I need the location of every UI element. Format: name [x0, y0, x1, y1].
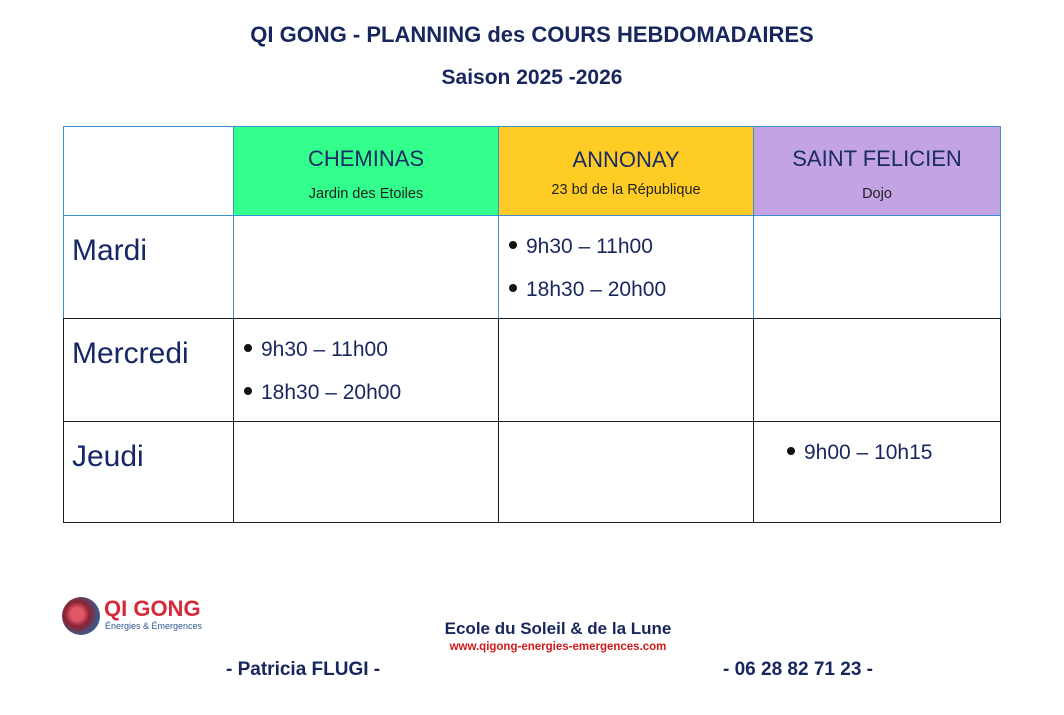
location-header-annonay	[499, 127, 754, 216]
day-label: Mercredi	[72, 337, 189, 370]
slot-cell	[234, 319, 499, 422]
time-slot-text: 9h30 – 11h00	[261, 338, 388, 361]
logo-tagline: Énergies & Émergences	[105, 621, 203, 631]
bullet-icon	[244, 344, 252, 352]
day-label: Jeudi	[72, 440, 144, 473]
day-label: Mardi	[72, 234, 148, 267]
time-slot-text: 9h00 – 10h15	[804, 441, 933, 464]
slot-cell	[499, 422, 754, 523]
day-cell	[64, 319, 234, 422]
slot-cell	[234, 216, 499, 319]
logo-name: QI GONG	[104, 596, 201, 621]
slot-cell	[499, 216, 754, 319]
time-slot	[509, 275, 753, 318]
location-place: Jardin des Etoiles	[308, 186, 424, 202]
location-name: SAINT FELICIEN	[792, 146, 962, 171]
slot-cell	[754, 319, 1001, 422]
time-slot-text: 9h30 – 11h00	[526, 235, 653, 258]
location-name: CHEMINAS	[307, 146, 425, 171]
schedule-table	[63, 126, 1001, 523]
page-subtitle: Saison 2025 -2026	[441, 66, 623, 89]
bullet-icon	[509, 241, 517, 249]
location-name: ANNONAY	[572, 147, 680, 172]
page-title: QI GONG - PLANNING des COURS HEBDOMADAIRES	[250, 22, 814, 47]
school-name: Ecole du Soleil & de la Lune	[444, 619, 672, 638]
time-slot-text: 18h30 – 20h00	[261, 381, 402, 404]
website-link[interactable]: www.qigong-energies-emergences.com	[449, 641, 667, 653]
teacher-name: - Patricia FLUGI -	[226, 659, 381, 680]
bullet-icon	[244, 387, 252, 395]
time-slot	[509, 232, 753, 275]
day-cell	[64, 216, 234, 319]
time-slot	[244, 378, 498, 421]
slot-cell	[234, 422, 499, 523]
location-place: 23 bd de la République	[551, 182, 701, 198]
slot-cell	[754, 422, 1001, 523]
time-slot	[787, 438, 1000, 481]
table-row	[64, 216, 1001, 319]
bullet-icon	[509, 284, 517, 292]
corner-cell	[64, 127, 234, 216]
time-slot	[244, 335, 498, 378]
location-header-saint-felicien	[754, 127, 1001, 216]
table-row	[64, 422, 1001, 523]
phone-number: - 06 28 82 71 23 -	[723, 659, 873, 680]
bullet-icon	[787, 447, 795, 455]
slot-cell	[754, 216, 1001, 319]
location-header-cheminas	[234, 127, 499, 216]
slot-cell	[499, 319, 754, 422]
location-place: Dojo	[862, 186, 892, 202]
day-cell	[64, 422, 234, 523]
time-slot-text: 18h30 – 20h00	[526, 278, 667, 301]
table-header-row	[64, 127, 1001, 216]
table-row	[64, 319, 1001, 422]
